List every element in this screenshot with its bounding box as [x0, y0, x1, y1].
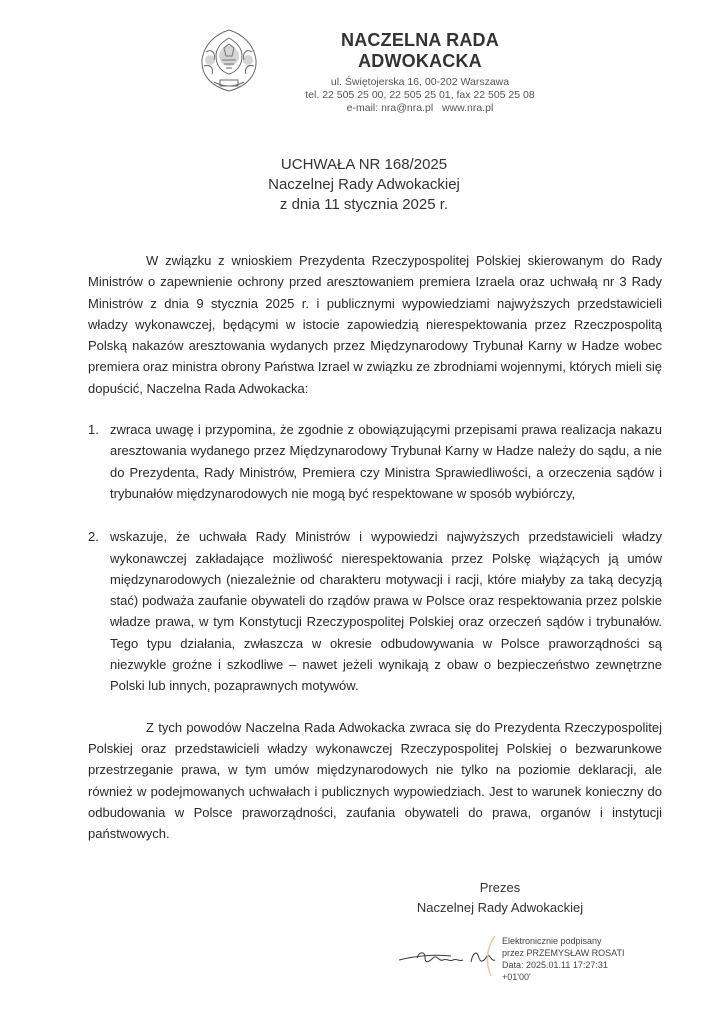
signer-role: Prezes: [479, 880, 521, 895]
resolution-number: UCHWAŁA NR 168/2025: [280, 156, 448, 173]
resolution-issuer: Naczelnej Rady Adwokackiej: [268, 176, 460, 193]
letterhead: [0, 0, 728, 114]
organization-name: NACZELNA RADA ADWOKACKA: [341, 30, 499, 71]
organization-header: [290, 30, 550, 115]
resolution-point: [88, 526, 662, 696]
esig-timezone: +01'00': [502, 972, 531, 982]
organization-phones: tel. 22 505 25 00, 22 505 25 01, fax 22 505 25 08: [305, 89, 535, 101]
resolution-point: [88, 419, 662, 504]
resolution-date: z dnia 11 stycznia 2025 r.: [279, 196, 449, 213]
point-number: 2.: [88, 529, 99, 545]
signer-organization: Naczelnej Rady Adwokackiej: [416, 900, 584, 915]
electronic-signature-stamp: [502, 935, 625, 983]
point-number: 1.: [88, 422, 99, 438]
esig-signer: przez PRZEMYSŁAW ROSATI: [502, 948, 625, 958]
resolution-body: [88, 250, 662, 844]
point-text: wskazuje, że uchwała Rady Ministrów i wypowiedzi najwyższych przedstawicieli władzy wykonawczej zakładające możliwość nierespektowania przez Polskę wiążących ją umów międzynarodowych (niezależnie od charakteru motywacji i racji, które miałyby za taką decyzją stać) podważa zaufanie obywateli do rządów prawa w Polsce oraz respektowania przez polskie władze prawa, w tym Konstytucji Rzeczypospolitej Polskiej oraz orzeczeń sądów i trybunałów. Tego typu działania, zwłaszcza w okresie odbudowywania w Polsce praworządności są niezwykle groźne i szkodliwe – nawet jeżeli wynikają z obaw o bezpieczeństwo zewnętrzne Polski lub innych, pozaprawnych motywów.: [110, 529, 662, 694]
esig-label: Elektronicznie podpisany: [502, 936, 602, 946]
signer-block: [400, 878, 600, 918]
resolution-title: [0, 155, 728, 215]
bar-association-emblem-icon: [196, 26, 262, 94]
intro-paragraph: W związku z wnioskiem Prezydenta Rzeczypospolitej Polskiej skierowanym do Rady Ministrów o zapewnienie ochrony przed aresztowaniem premiera Izraela oraz uchwałą nr 3 Rady Ministrów z dnia 9 stycznia 2025 r. i publicznymi wypowiedziami najwyższych przedstawicieli władzy wykonawczej, będącymi w istocie zapowiedzią nierespektowania przez Rzeczpospolitą Polską nakazów aresztowania wydanych przez Międzynarodowy Trybunał Karny w Hadze wobec premiera oraz ministra obrony Państwa Izrael w związku ze zbrodniami wojennymi, których mieli się dopuścić, Naczelna Rada Adwokacka:: [88, 253, 662, 396]
organization-contact: e-mail: nra@nra.pl www.nra.pl: [346, 102, 494, 114]
resolution-points: [88, 419, 662, 697]
organization-address: ul. Świętojerska 16, 00-202 Warszawa: [330, 76, 510, 88]
esig-date: Data: 2025.01.11 17:27:31: [502, 960, 608, 970]
handwritten-signature-icon: [395, 932, 505, 982]
closing-paragraph: Z tych powodów Naczelna Rada Adwokacka zwraca się do Prezydenta Rzeczypospolitej Polskiej oraz przedstawicieli władzy wykonawczej Rzeczypospolitej Polskiej o bezwarunkowe przestrzeganie prawa, w tym umów międzynarodowych nie tylko na poziomie deklaracji, ale również w podejmowanych uchwałach i publicznych wypowiedziach. Jest to warunek konieczny do odbudowania w Polsce praworządności, zaufania obywateli do prawa, organów i instytucji państwowych.: [88, 719, 662, 842]
point-text: zwraca uwagę i przypomina, że zgodnie z obowiązującymi przepisami prawa realizacja nakazu aresztowania wydanego przez Międzynarodowy Trybunał Karny w Hadze należy do sądu, a nie do Prezydenta, Rady Ministrów, Premiera czy Ministra Sprawiedliwości, a orzeczenia sądów i trybunałów międzynarodowych nie mogą być respektowane w sposób wybiórczy,: [110, 422, 662, 501]
